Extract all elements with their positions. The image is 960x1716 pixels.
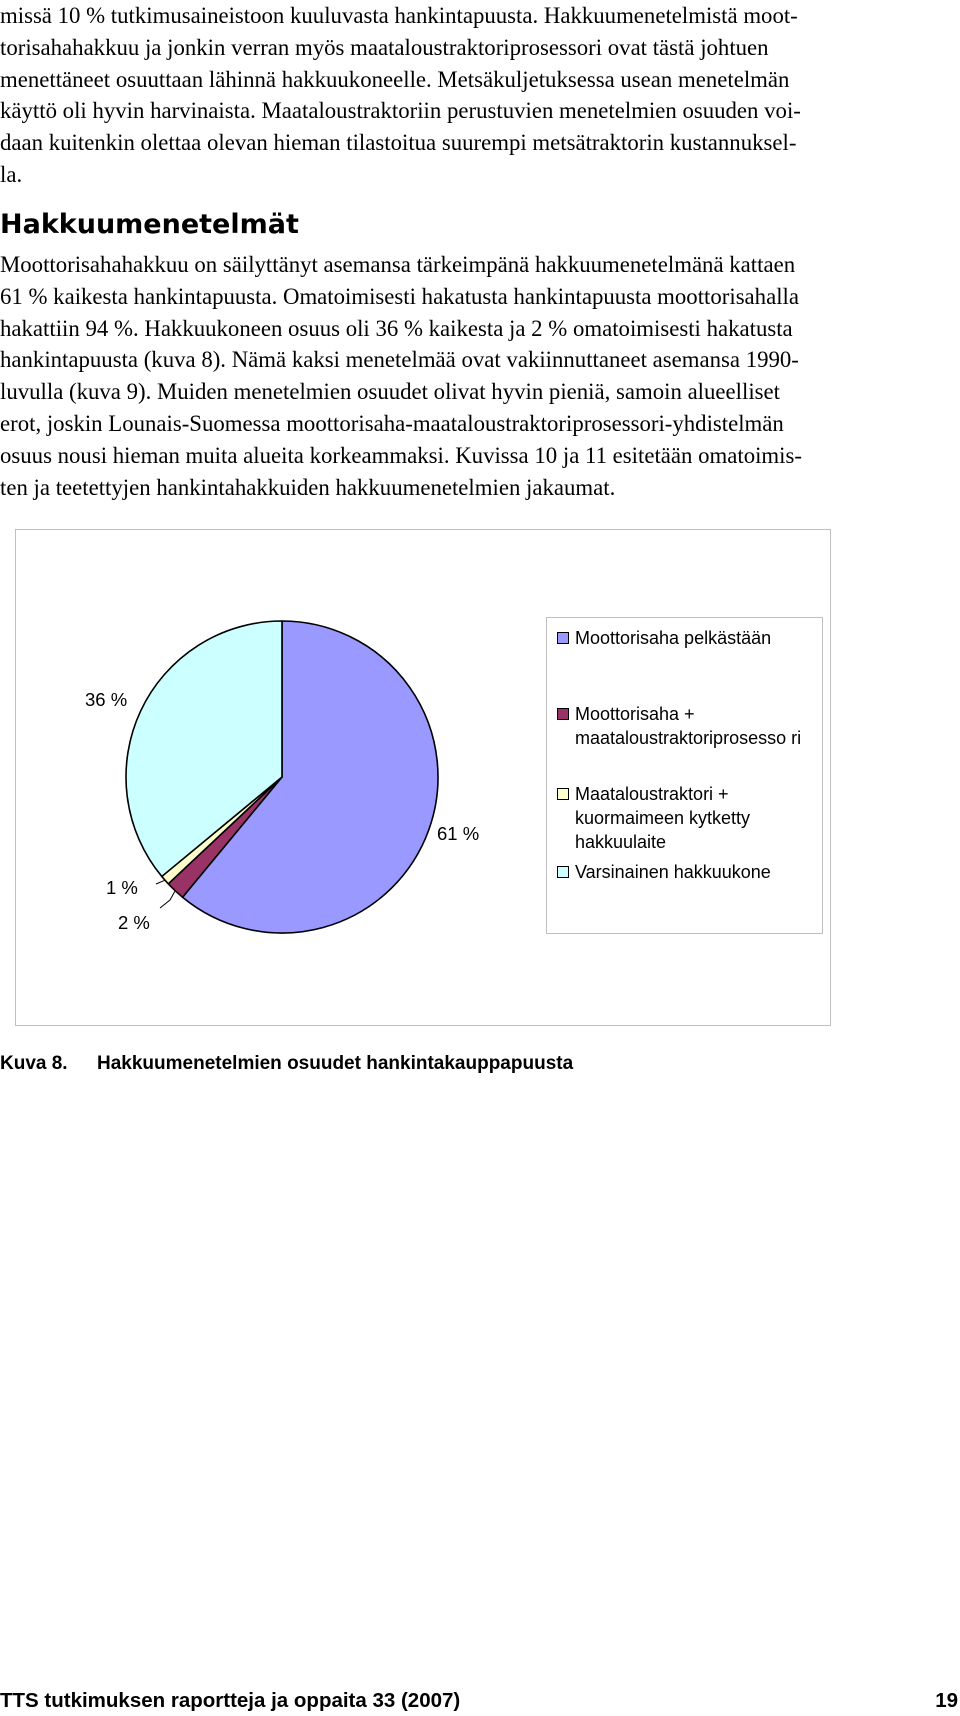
text-line: torisahahakkuu ja jonkin verran myös maataloustraktoriprosessori ovat tästä johtuen: [0, 34, 769, 60]
legend-label: Moottorisaha pelkästään: [575, 628, 772, 648]
legend-label: Moottorisaha + maataloustraktoriprosesso ri: [575, 704, 802, 748]
text-line: daan kuitenkin olettaa olevan hieman tilastoitua suurempi metsätraktorin kustannuksel-: [0, 130, 797, 156]
pie-slices: [126, 621, 438, 933]
text-line: 61 % kaikesta hankintapuusta. Omatoimisesti hakatusta hankintapuusta moottorisahalla: [0, 283, 799, 309]
legend-label: Maataloustraktori + kuormaimeen kytketty hakkuulaite: [575, 784, 751, 852]
legend-label: Varsinainen hakkuukone: [575, 862, 771, 882]
text-line: menettäneet osuuttaan lähinnä hakkuukoneelle. Metsäkuljetuksessa usean menetelmän: [0, 66, 790, 92]
figure-number: Kuva 8.: [0, 1053, 68, 1074]
slice-label-moottorisaha: 61 %: [437, 823, 480, 844]
leader-line-2-percent: [160, 891, 175, 908]
text-line: luvulla (kuva 9). Muiden menetelmien osuudet olivat hyvin pieniä, samoin alueelliset: [0, 379, 780, 405]
text-line: käyttö oli hyvin harvinaista. Maataloustraktoriin perustuvien menetelmien osuuden voi-: [0, 98, 801, 124]
slice-label-maataloustraktori: 1 %: [106, 877, 138, 898]
legend-swatch: [557, 632, 569, 644]
footer-page-number: 19: [935, 1689, 958, 1712]
legend-swatch: [557, 708, 569, 720]
slice-label-moottorisaha-prosessori: 2 %: [118, 912, 150, 933]
footer-series-title: TTS tutkimuksen raportteja ja oppaita 33 (2007): [0, 1689, 461, 1712]
text-line: ten ja teetettyjen hankintahakkuiden hakkuumenetelmien jakaumat.: [0, 474, 616, 500]
text-line: missä 10 % tutkimusaineistoon kuuluvasta hankintapuusta. Hakkuumenetelmistä moot-: [0, 3, 798, 28]
text-line: hankintapuusta (kuva 8). Nämä kaksi menetelmää ovat vakiinnuttaneet asemansa 1990-: [0, 347, 799, 373]
figure-caption-text: Hakkuumenetelmien osuudet hankintakauppapuusta: [97, 1053, 574, 1074]
figure-caption: [0, 1052, 573, 1076]
text-line: Moottorisahahakkuu on säilyttänyt asemansa tärkeimpänä hakkuumenetelmänä kattaen: [0, 252, 796, 277]
chart-legend: [546, 617, 823, 934]
section-heading: Hakkuumenetelmät: [0, 209, 299, 240]
text-line: hakattiin 94 %. Hakkuukoneen osuus oli 36 % kaikesta ja 2 % omatoimisesti hakatusta: [0, 315, 793, 341]
leader-line-1-percent: [156, 880, 165, 884]
text-line: la.: [0, 161, 23, 187]
text-line: erot, joskin Lounais-Suomessa moottorisaha-maataloustraktoriprosessori-yhdistelmän: [0, 410, 784, 436]
legend-swatch: [557, 866, 569, 878]
text-line: osuus nousi hieman muita alueita korkeammaksi. Kuvissa 10 ja 11 esitetään omatoimis-: [0, 442, 802, 468]
legend-swatch: [557, 788, 569, 800]
slice-label-hakkuukone: 36 %: [85, 689, 128, 710]
